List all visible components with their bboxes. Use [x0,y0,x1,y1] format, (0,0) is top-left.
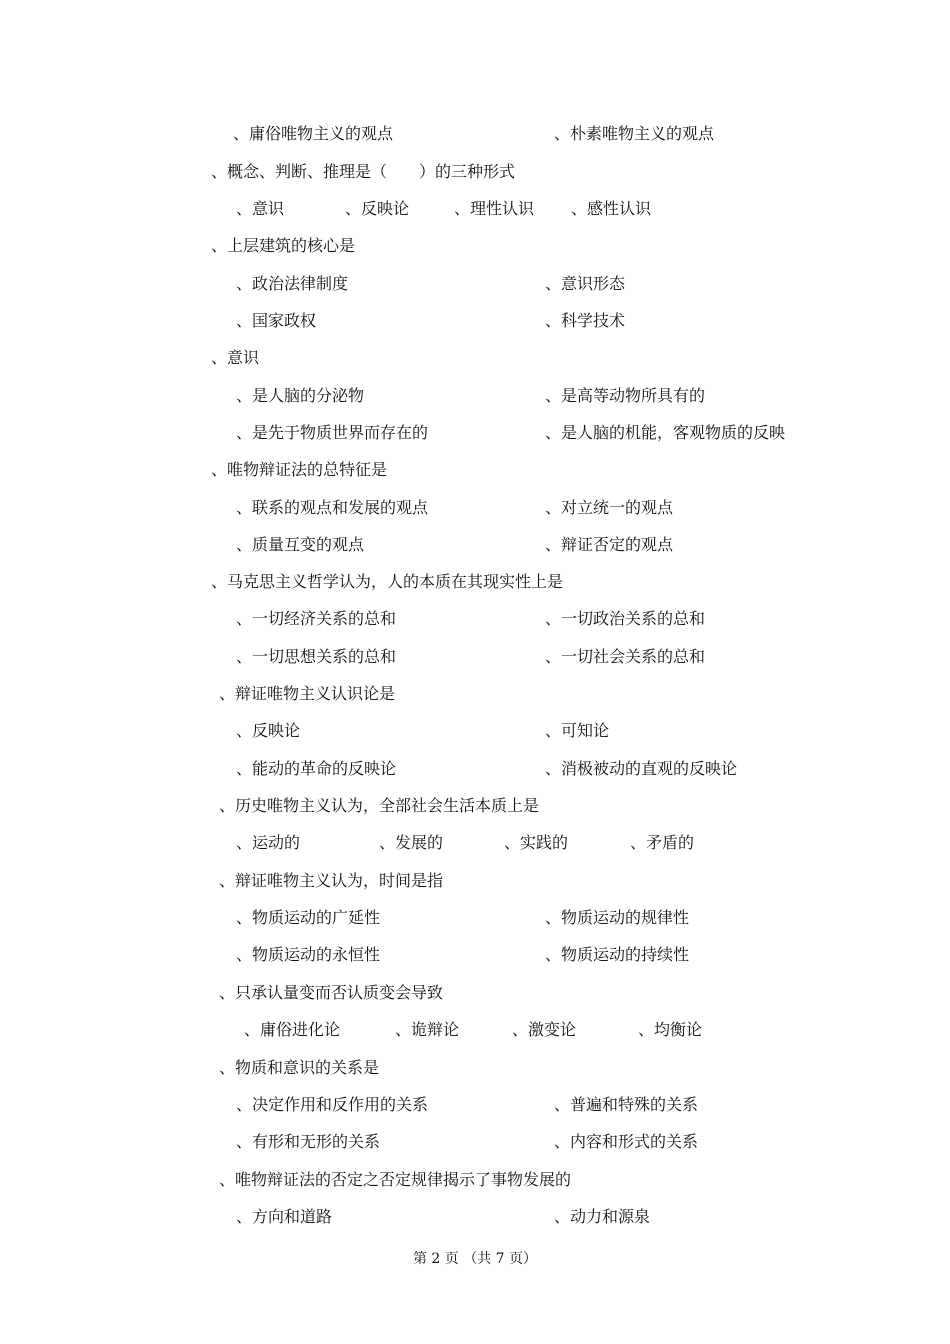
option: 、均衡论 [638,1020,703,1039]
option-a: 、庸俗唯物主义的观点 [233,124,394,143]
option: 、意识 [236,199,285,218]
option-a: 、一切经济关系的总和 [236,609,397,628]
option-a: 、物质运动的广延性 [236,908,381,927]
option-b: 、朴素唯物主义的观点 [554,124,715,143]
question: 、只承认量变而否认质变会导致 [219,983,444,1002]
option-b: 、对立统一的观点 [545,498,674,517]
option-b: 、意识形态 [545,274,626,293]
question: 、辩证唯物主义认为，时间是指 [219,871,444,890]
question: 、马克思主义哲学认为，人的本质在其现实性上是 [211,572,564,591]
question: 、辩证唯物主义认识论是 [219,684,396,703]
option-c: 、物质运动的永恒性 [236,945,381,964]
question: 、概念、判断、推理是（ ）的三种形式 [211,162,516,181]
option-c: 、能动的革命的反映论 [236,759,397,778]
question: 、唯物辩证法的否定之否定规律揭示了事物发展的 [219,1170,572,1189]
option-b: 、动力和源泉 [554,1207,651,1226]
question: 、历史唯物主义认为，全部社会生活本质上是 [219,796,540,815]
option-c: 、是先于物质世界而存在的 [236,423,429,442]
option-d: 、物质运动的持续性 [545,945,690,964]
option: 、庸俗进化论 [244,1020,341,1039]
option-c: 、一切思想关系的总和 [236,647,397,666]
option-b: 、是高等动物所具有的 [545,386,706,405]
option-d: 、一切社会关系的总和 [545,647,706,666]
option: 、反映论 [345,199,410,218]
question: 、意识 [211,348,260,367]
option-c: 、质量互变的观点 [236,535,365,554]
question: 、唯物辩证法的总特征是 [211,460,388,479]
option-a: 、方向和道路 [236,1207,333,1226]
option-d: 、内容和形式的关系 [554,1132,699,1151]
option-d: 、消极被动的直观的反映论 [545,759,738,778]
question: 、物质和意识的关系是 [219,1058,380,1077]
option-d: 、科学技术 [545,311,626,330]
option: 、发展的 [379,833,444,852]
option-c: 、有形和无形的关系 [236,1132,381,1151]
option: 、矛盾的 [630,833,695,852]
option-a: 、决定作用和反作用的关系 [236,1095,429,1114]
option-b: 、可知论 [545,721,610,740]
option-c: 、国家政权 [236,311,317,330]
option-d: 、是人脑的机能，客观物质的反映 [545,423,786,442]
question: 、上层建筑的核心是 [211,236,356,255]
option-a: 、是人脑的分泌物 [236,386,365,405]
option-a: 、反映论 [236,721,301,740]
option: 、激变论 [512,1020,577,1039]
option: 、实践的 [504,833,569,852]
page-number: 第 2 页 （共 7 页） [412,1251,538,1267]
option: 、诡辩论 [395,1020,460,1039]
option: 、感性认识 [571,199,652,218]
option: 、运动的 [236,833,301,852]
option-a: 、政治法律制度 [236,274,349,293]
option-a: 、联系的观点和发展的观点 [236,498,429,517]
option-d: 、辩证否定的观点 [545,535,674,554]
option: 、理性认识 [454,199,535,218]
option-b: 、普遍和特殊的关系 [554,1095,699,1114]
option-b: 、一切政治关系的总和 [545,609,706,628]
option-b: 、物质运动的规律性 [545,908,690,927]
